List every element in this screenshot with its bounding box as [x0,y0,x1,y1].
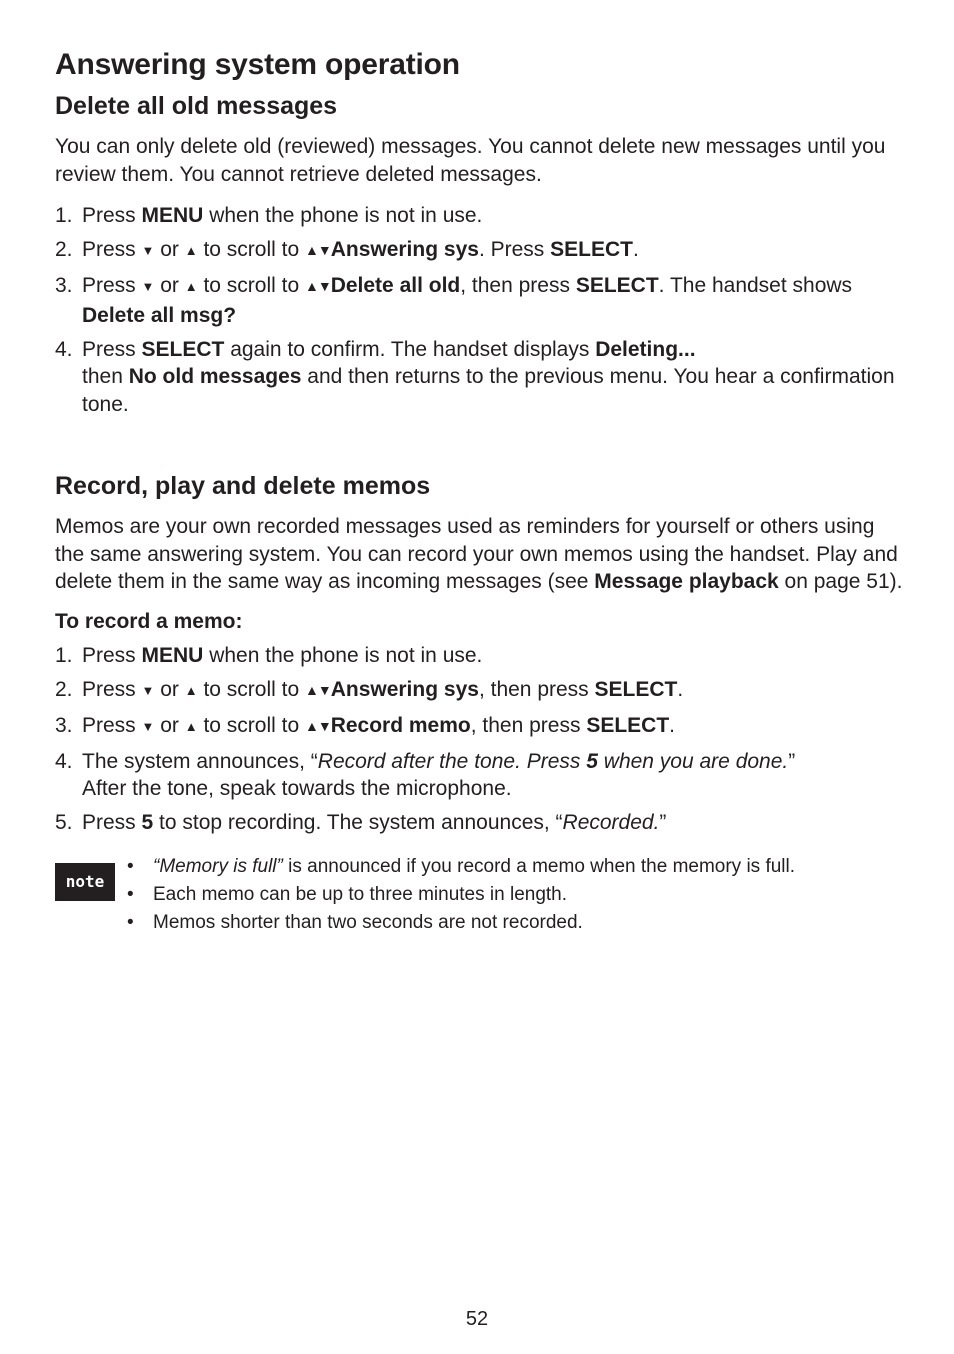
section-intro-delete-old: You can only delete old (reviewed) messages. You cannot delete new messages until you review them. You cannot retrieve deleted messages. [55,135,886,186]
down-arrow-icon: ▼ [141,682,155,698]
bullet-icon: • [127,911,134,933]
up-down-arrow-icon: ▲▼ [304,278,331,294]
section-heading-memos: Record, play and delete memos [55,472,431,500]
up-arrow-icon: ▲ [184,682,198,698]
list-item: 2. Press ▼ or ▲ to scroll to ▲▼Answering sys. Press SELECT. [55,238,639,261]
down-arrow-icon: ▼ [141,718,155,734]
up-arrow-icon: ▲ [184,279,198,294]
list-item: 1. Press MENU when the phone is not in use. [55,643,483,667]
up-down-arrow-icon: ▲▼ [304,681,331,698]
bullet-icon: • [127,855,134,877]
list-item: 1. Press MENU when the phone is not in use. [55,204,483,227]
up-down-arrow-icon: ▲▼ [304,242,331,258]
delete-steps-list [55,202,905,418]
section-heading-delete-old: Delete all old messages [55,92,338,120]
list-item: • Memos shorter than two seconds are not recorded. [127,909,795,937]
list-item: 2. Press ▼ or ▲ to scroll to ▲▼Answering sys, then press SELECT. [55,677,684,701]
list-item: 3. Press ▼ or ▲ to scroll to ▲▼Delete all old, then press SELECT. The handset shows Delete all msg? [55,274,853,327]
up-arrow-icon: ▲ [184,718,198,734]
page-content [55,44,905,937]
note-badge: note [55,863,115,901]
down-arrow-icon: ▼ [141,243,155,258]
subheading-record-memo: To record a memo: [55,609,243,633]
memo-steps-list [55,642,905,837]
list-item: 3. Press ▼ or ▲ to scroll to ▲▼Record memo, then press SELECT. [55,713,675,737]
section-intro-memos: Memos are your own recorded messages used as reminders for yourself or others using the same answering system. You can record your own memos using the handset. Play and delete them in the same way as incoming messages (see Message playback on page 51). [55,515,903,593]
list-item: 5. Press 5 to stop recording. The system announces, “Recorded.” [55,811,667,834]
note-block [55,853,905,937]
page-number: 52 [465,1308,489,1330]
list-item: 4. The system announces, “Record after the tone. Press 5 when you are done.” After the tone, speak towards the microphone. [55,749,796,800]
page-title: Answering system operation [55,48,460,81]
bullet-icon: • [127,883,134,905]
up-arrow-icon: ▲ [184,243,198,258]
list-item: • Each memo can be up to three minutes in length. [127,881,795,909]
list-item: • “Memory is full” is announced if you record a memo when the memory is full. [127,853,795,881]
up-down-arrow-icon: ▲▼ [304,717,331,734]
down-arrow-icon: ▼ [141,279,155,294]
list-item: 4. Press SELECT again to confirm. The handset displays Deleting... then No old messages and then returns to the previous menu. You hear a confirmation tone. [55,337,895,416]
note-list [127,853,795,937]
